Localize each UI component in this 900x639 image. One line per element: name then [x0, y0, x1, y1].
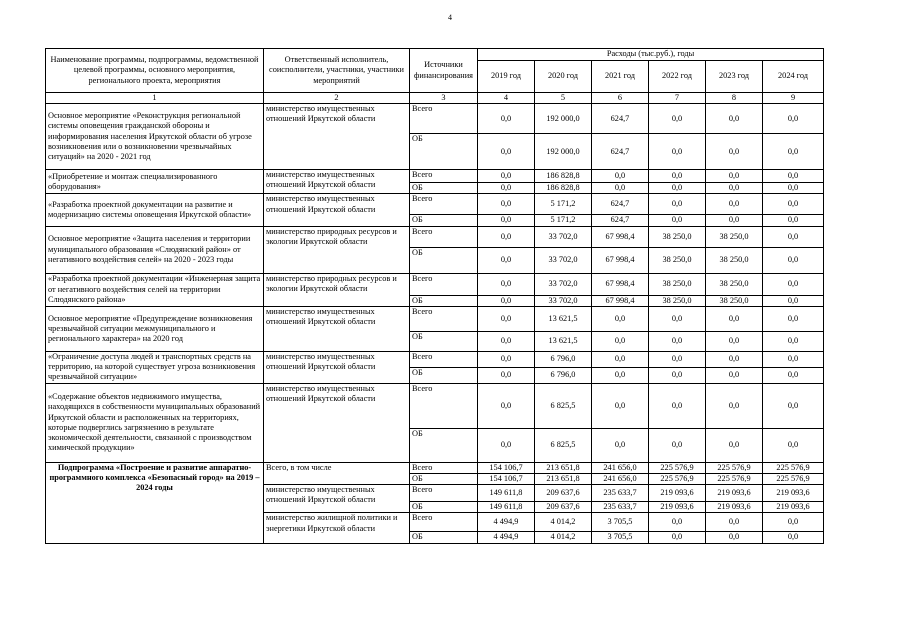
- activity-name: «Разработка проектной документации на развитие и модернизацию системы оповещения Иркутской области»: [46, 194, 264, 226]
- expense-value: 0,0: [706, 367, 763, 383]
- expense-value: 149 611,8: [478, 502, 535, 513]
- expense-value: 219 093,6: [763, 485, 824, 502]
- expense-value: 0,0: [763, 295, 824, 306]
- expense-value: 0,0: [763, 183, 824, 194]
- responsible-executor: министерство имущественных отношений Иркутской области: [264, 383, 410, 462]
- expense-value: 0,0: [478, 226, 535, 247]
- funding-source: Всего: [410, 104, 478, 134]
- funding-source: ОБ: [410, 367, 478, 383]
- expense-value: 624,7: [592, 104, 649, 134]
- expense-value: 219 093,6: [649, 502, 706, 513]
- expense-value: 213 651,8: [535, 462, 592, 473]
- expense-value: 209 637,6: [535, 502, 592, 513]
- funding-source: Всего: [410, 485, 478, 502]
- table-row: [46, 194, 824, 215]
- expense-value: 4 014,2: [535, 532, 592, 543]
- header-year: 2024 год: [763, 61, 824, 93]
- expense-value: 0,0: [649, 532, 706, 543]
- expense-value: 0,0: [763, 306, 824, 331]
- expense-value: 4 494,9: [478, 513, 535, 532]
- expense-value: 219 093,6: [763, 502, 824, 513]
- expense-value: 67 998,4: [592, 226, 649, 247]
- expense-value: 3 705,5: [592, 513, 649, 532]
- expense-value: 33 702,0: [535, 295, 592, 306]
- expense-value: 154 106,7: [478, 462, 535, 473]
- header-year: 2023 год: [706, 61, 763, 93]
- expense-value: 6 796,0: [535, 351, 592, 367]
- expense-value: 0,0: [649, 351, 706, 367]
- table-row: [46, 351, 824, 367]
- expense-value: 0,0: [763, 428, 824, 462]
- responsible-executor: министерство имущественных отношений Иркутской области: [264, 170, 410, 194]
- expense-value: 0,0: [763, 247, 824, 273]
- header-year: 2019 год: [478, 61, 535, 93]
- activity-name: «Содержание объектов недвижимого имущества, находящихся в собственности муниципальных образований Иркутской области и расположенных на территориях, которые подверглись загрязнению в результате экономической деятельности, связанной с производством химической продукции»: [46, 383, 264, 462]
- expense-value: 149 611,8: [478, 485, 535, 502]
- table-row: [46, 104, 824, 134]
- expense-value: 67 998,4: [592, 247, 649, 273]
- activity-name: «Приобретение и монтаж специализированного оборудования»: [46, 170, 264, 194]
- funding-source: ОБ: [410, 474, 478, 485]
- activity-name: Основное мероприятие «Реконструкция региональной системы оповещения гражданской обороны и информирования населения Иркутской области об угрозе возникновения или о возникновении чрезвычайных ситуаций» на 2020 - 2021 год: [46, 104, 264, 170]
- expense-value: 0,0: [706, 183, 763, 194]
- expense-value: 0,0: [706, 331, 763, 351]
- expense-value: 0,0: [478, 295, 535, 306]
- activity-name: «Ограничение доступа людей и транспортных средств на территорию, на которой существует угроза возникновения чрезвычайной ситуации»: [46, 351, 264, 383]
- responsible-executor: министерство жилищной политики и энергетики Иркутской области: [264, 513, 410, 543]
- expense-value: 6 825,5: [535, 428, 592, 462]
- expense-value: 4 494,9: [478, 532, 535, 543]
- expense-value: 33 702,0: [535, 247, 592, 273]
- expense-value: 0,0: [706, 513, 763, 532]
- responsible-executor: министерство имущественных отношений Иркутской области: [264, 485, 410, 513]
- expense-value: 225 576,9: [706, 474, 763, 485]
- expense-value: 5 171,2: [535, 194, 592, 215]
- expense-value: 0,0: [706, 170, 763, 183]
- expense-value: 4 014,2: [535, 513, 592, 532]
- funding-source: Всего: [410, 273, 478, 295]
- expense-value: 0,0: [478, 134, 535, 170]
- expense-value: 38 250,0: [649, 226, 706, 247]
- column-number: 5: [535, 93, 592, 104]
- expense-value: 0,0: [592, 428, 649, 462]
- expense-value: 38 250,0: [706, 295, 763, 306]
- expense-value: 0,0: [763, 513, 824, 532]
- header-year: 2020 год: [535, 61, 592, 93]
- funding-source: Всего: [410, 351, 478, 367]
- expense-value: 0,0: [706, 428, 763, 462]
- expense-value: 0,0: [592, 170, 649, 183]
- table-row: [46, 383, 824, 428]
- expense-value: 0,0: [478, 183, 535, 194]
- funding-source: Всего: [410, 513, 478, 532]
- expense-value: 0,0: [706, 383, 763, 428]
- funding-source: ОБ: [410, 183, 478, 194]
- expense-value: 33 702,0: [535, 226, 592, 247]
- expense-value: 0,0: [649, 306, 706, 331]
- expense-value: 0,0: [763, 134, 824, 170]
- header-name: Наименование программы, подпрограммы, ведомственной целевой программы, основного мероприятия, регионального проекта, мероприятия: [46, 49, 264, 93]
- expense-value: 0,0: [763, 226, 824, 247]
- expense-value: 0,0: [649, 183, 706, 194]
- column-number: 4: [478, 93, 535, 104]
- expense-value: 38 250,0: [706, 226, 763, 247]
- expense-value: 186 828,8: [535, 170, 592, 183]
- funding-source: ОБ: [410, 502, 478, 513]
- expense-value: 0,0: [592, 367, 649, 383]
- expense-value: 209 637,6: [535, 485, 592, 502]
- expense-value: 0,0: [478, 170, 535, 183]
- expense-value: 0,0: [478, 104, 535, 134]
- expense-value: 0,0: [763, 383, 824, 428]
- expense-value: 0,0: [649, 104, 706, 134]
- expense-value: 0,0: [478, 367, 535, 383]
- expense-value: 38 250,0: [706, 247, 763, 273]
- funding-source: ОБ: [410, 215, 478, 226]
- expense-value: 219 093,6: [706, 502, 763, 513]
- expense-value: 38 250,0: [649, 295, 706, 306]
- funding-source: Всего: [410, 170, 478, 183]
- expense-value: 624,7: [592, 194, 649, 215]
- column-number: 3: [410, 93, 478, 104]
- expense-value: 67 998,4: [592, 295, 649, 306]
- header-responsible: Ответственный исполнитель, соисполнители, участники, участники мероприятий: [264, 49, 410, 93]
- funding-source: Всего: [410, 306, 478, 331]
- funding-source: ОБ: [410, 247, 478, 273]
- expense-value: 0,0: [592, 383, 649, 428]
- funding-source: Всего: [410, 383, 478, 428]
- expense-value: 0,0: [649, 513, 706, 532]
- expense-value: 0,0: [763, 104, 824, 134]
- column-number: 7: [649, 93, 706, 104]
- expense-value: 0,0: [649, 215, 706, 226]
- expense-value: 0,0: [706, 532, 763, 543]
- expense-value: 219 093,6: [649, 485, 706, 502]
- expense-value: 0,0: [763, 367, 824, 383]
- header-year: 2021 год: [592, 61, 649, 93]
- expense-value: 0,0: [763, 215, 824, 226]
- expense-value: 0,0: [763, 170, 824, 183]
- subprogram-name: Подпрограмма «Построение и развитие аппаратно-программного комплекса «Безопасный город» на 2019 – 2024 годы: [46, 462, 264, 543]
- page-number: 4: [448, 13, 452, 22]
- activity-name: «Разработка проектной документации «Инженерная защита от негативного воздействия селей на территории Слюдянского района»: [46, 273, 264, 306]
- expense-value: 0,0: [706, 194, 763, 215]
- responsible-executor: министерство имущественных отношений Иркутской области: [264, 351, 410, 383]
- expense-value: 0,0: [478, 273, 535, 295]
- funding-source: ОБ: [410, 295, 478, 306]
- header-year: 2022 год: [649, 61, 706, 93]
- expense-value: 186 828,8: [535, 183, 592, 194]
- expense-value: 225 576,9: [763, 474, 824, 485]
- expense-value: 33 702,0: [535, 273, 592, 295]
- expense-value: 0,0: [592, 183, 649, 194]
- funding-source: ОБ: [410, 331, 478, 351]
- expense-value: 0,0: [649, 134, 706, 170]
- expense-value: 0,0: [478, 351, 535, 367]
- expense-value: 225 576,9: [763, 462, 824, 473]
- expense-value: 0,0: [649, 428, 706, 462]
- expense-value: 192 000,0: [535, 104, 592, 134]
- expense-value: 0,0: [763, 532, 824, 543]
- activity-name: Основное мероприятие «Защита населения и территории муниципального образования «Слюдянский район» от негативного воздействия селей» на 2020 - 2023 годы: [46, 226, 264, 273]
- expense-value: 225 576,9: [649, 462, 706, 473]
- expense-value: 0,0: [706, 351, 763, 367]
- expense-value: 235 633,7: [592, 502, 649, 513]
- activity-name: Основное мероприятие «Предупреждение возникновения чрезвычайной ситуации межмуниципального и регионального характера» на 2020 год: [46, 306, 264, 351]
- expense-value: 0,0: [592, 331, 649, 351]
- expense-value: 6 825,5: [535, 383, 592, 428]
- expense-value: 0,0: [478, 194, 535, 215]
- expense-value: 0,0: [478, 383, 535, 428]
- expense-value: 213 651,8: [535, 474, 592, 485]
- expense-value: 13 621,5: [535, 331, 592, 351]
- column-number: 6: [592, 93, 649, 104]
- expense-value: 0,0: [592, 306, 649, 331]
- expense-value: 0,0: [706, 215, 763, 226]
- expense-value: 5 171,2: [535, 215, 592, 226]
- table-row: [46, 170, 824, 183]
- column-number: 8: [706, 93, 763, 104]
- expense-value: 225 576,9: [649, 474, 706, 485]
- table-row: [46, 273, 824, 295]
- funding-source: ОБ: [410, 428, 478, 462]
- column-number: 2: [264, 93, 410, 104]
- expenses-table: [45, 48, 824, 544]
- expense-value: 241 656,0: [592, 474, 649, 485]
- expense-value: 38 250,0: [706, 273, 763, 295]
- expense-value: 219 093,6: [706, 485, 763, 502]
- expense-value: 0,0: [763, 351, 824, 367]
- expense-value: 0,0: [706, 104, 763, 134]
- expense-value: 0,0: [649, 194, 706, 215]
- funding-source: ОБ: [410, 532, 478, 543]
- expense-value: 0,0: [706, 306, 763, 331]
- expense-value: 0,0: [649, 383, 706, 428]
- funding-source: Всего: [410, 194, 478, 215]
- expense-value: 38 250,0: [649, 247, 706, 273]
- responsible-executor: министерство имущественных отношений Иркутской области: [264, 194, 410, 226]
- expense-value: 0,0: [592, 351, 649, 367]
- funding-source: Всего: [410, 226, 478, 247]
- expense-value: 3 705,5: [592, 532, 649, 543]
- expense-value: 0,0: [649, 331, 706, 351]
- expense-value: 6 796,0: [535, 367, 592, 383]
- expense-value: 624,7: [592, 134, 649, 170]
- expense-value: 0,0: [478, 247, 535, 273]
- responsible-executor: министерство природных ресурсов и экологии Иркутской области: [264, 226, 410, 273]
- responsible-executor: министерство имущественных отношений Иркутской области: [264, 104, 410, 170]
- responsible-executor: министерство имущественных отношений Иркутской области: [264, 306, 410, 351]
- expense-value: 0,0: [478, 306, 535, 331]
- column-number: 1: [46, 93, 264, 104]
- expense-value: 0,0: [763, 273, 824, 295]
- expense-value: 0,0: [763, 331, 824, 351]
- expense-value: 67 998,4: [592, 273, 649, 295]
- header-expenses: Расходы (тыс.руб.), годы: [478, 49, 824, 61]
- expense-value: 241 656,0: [592, 462, 649, 473]
- funding-source: ОБ: [410, 134, 478, 170]
- responsible-executor: Всего, в том числе: [264, 462, 410, 484]
- header-source: Источники финансирования: [410, 49, 478, 93]
- expense-value: 0,0: [763, 194, 824, 215]
- funding-source: Всего: [410, 462, 478, 473]
- expense-value: 235 633,7: [592, 485, 649, 502]
- table-row: [46, 306, 824, 331]
- expense-value: 0,0: [649, 170, 706, 183]
- expense-value: 38 250,0: [649, 273, 706, 295]
- expense-value: 154 106,7: [478, 474, 535, 485]
- expense-value: 225 576,9: [706, 462, 763, 473]
- expense-value: 0,0: [706, 134, 763, 170]
- expense-value: 0,0: [478, 215, 535, 226]
- expense-value: 0,0: [478, 428, 535, 462]
- expense-value: 0,0: [649, 367, 706, 383]
- expense-value: 624,7: [592, 215, 649, 226]
- table-row: [46, 462, 824, 473]
- table-row: [46, 226, 824, 247]
- expense-value: 0,0: [478, 331, 535, 351]
- responsible-executor: министерство природных ресурсов и экологии Иркутской области: [264, 273, 410, 306]
- expense-value: 13 621,5: [535, 306, 592, 331]
- expense-value: 192 000,0: [535, 134, 592, 170]
- column-number: 9: [763, 93, 824, 104]
